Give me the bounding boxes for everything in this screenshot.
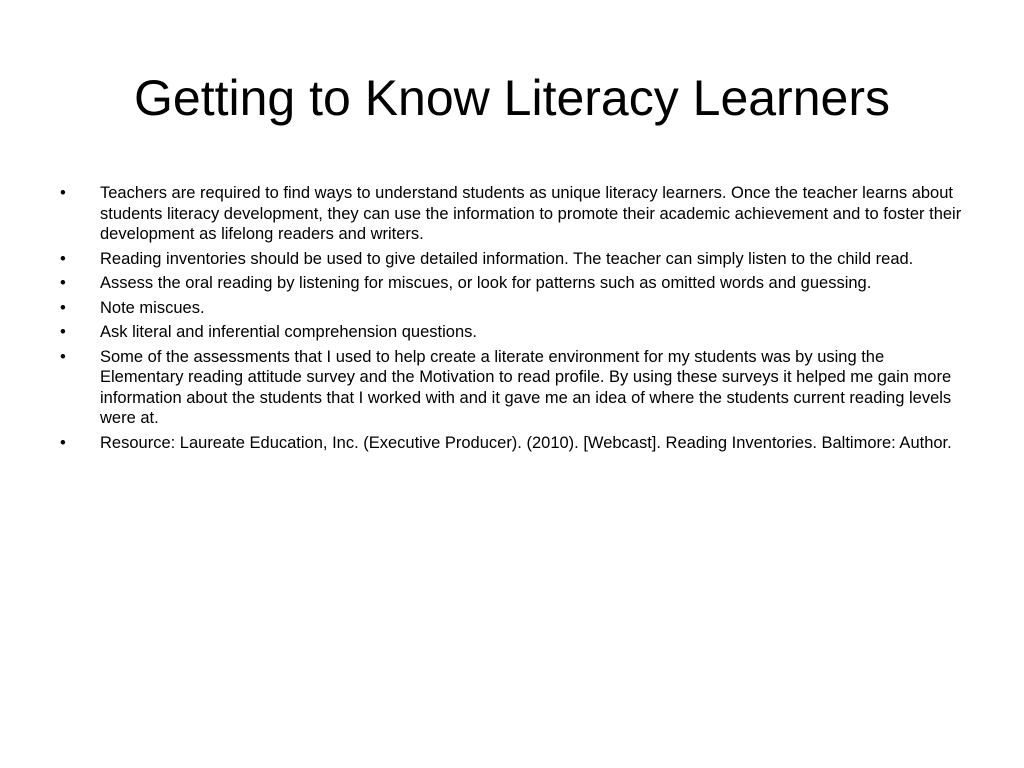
bullet-item bbox=[60, 322, 965, 343]
bullet-item bbox=[60, 298, 965, 319]
bullet-text: Resource: Laureate Education, Inc. (Executive Producer). (2010). [Webcast]. Reading Inventories. Baltimore: Author. bbox=[100, 433, 952, 452]
bullet-item bbox=[60, 273, 965, 294]
bullet-text: Ask literal and inferential comprehension questions. bbox=[100, 323, 477, 341]
bullet-marker: • bbox=[60, 184, 66, 202]
bullet-marker: • bbox=[60, 347, 66, 366]
bullet-marker: • bbox=[60, 249, 66, 268]
bullet-text: Teachers are required to find ways to understand students as unique literacy learners. Once the teacher learns about students literacy development, they can use the information to promote their academic achievement and to foster their development as lifelong readers and writers. bbox=[100, 184, 962, 243]
bullet-item bbox=[60, 183, 965, 245]
bullet-marker: • bbox=[60, 433, 66, 452]
bullet-marker: • bbox=[60, 298, 66, 317]
bullet-marker: • bbox=[60, 323, 66, 341]
bullet-text: Some of the assessments that I used to help create a literate environment for my students was by using the Elementary reading attitude survey and the Motivation to read profile. By using these surveys it helped me gain more information about the students that I worked with and it gave me an idea of where the students current reading levels were at. bbox=[100, 347, 952, 427]
bullet-item bbox=[60, 347, 965, 429]
bullet-list bbox=[60, 183, 965, 457]
bullet-marker: • bbox=[60, 274, 66, 292]
bullet-text: Reading inventories should be used to give detailed information. The teacher can simply listen to the child read. bbox=[100, 249, 914, 268]
bullet-text: Assess the oral reading by listening for miscues, or look for patterns such as omitted words and guessing. bbox=[100, 274, 872, 292]
slide-title: Getting to Know Literacy Learners bbox=[134, 70, 890, 126]
bullet-text: Note miscues. bbox=[100, 298, 205, 317]
bullet-item bbox=[60, 249, 965, 270]
bullet-item bbox=[60, 433, 965, 454]
